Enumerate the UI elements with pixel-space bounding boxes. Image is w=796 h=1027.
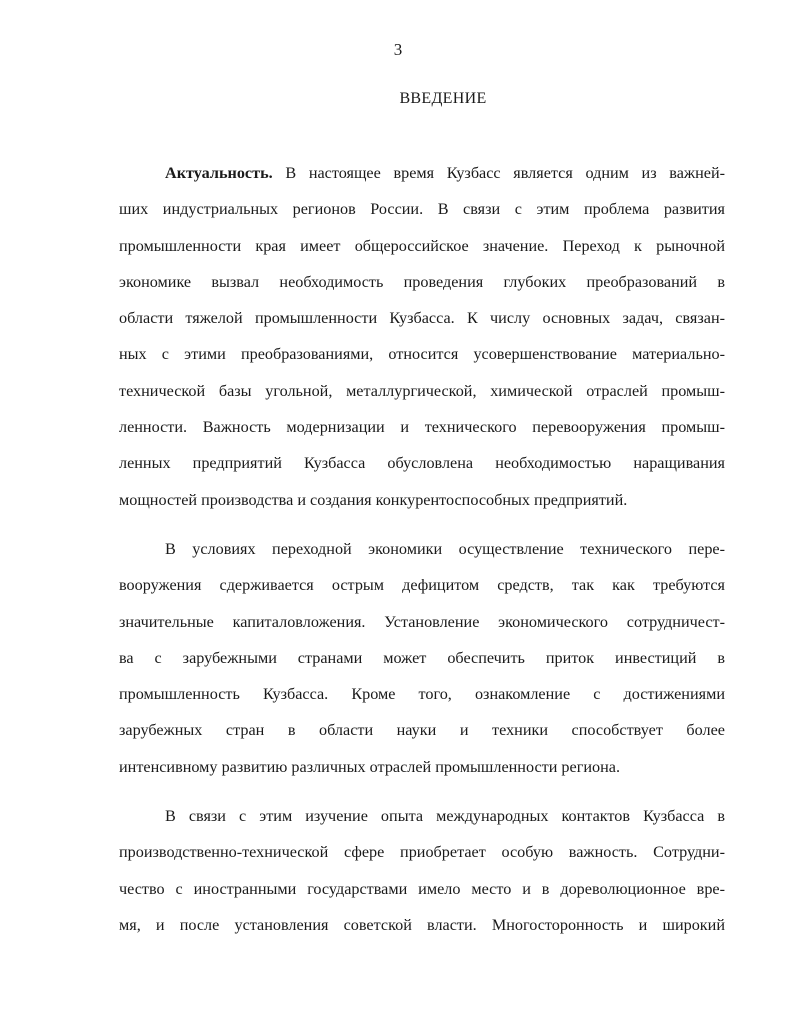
text-line: ных с этими преобразованиями, относится усовершенствование материально-	[119, 345, 725, 364]
section-title: ВВЕДЕНИЕ	[399, 90, 487, 107]
text-line: технической базы угольной, металлургической, химической отраслей промыш-	[119, 381, 725, 400]
text-line: промышленности края имеет общероссийское значение. Переход к рыночной	[119, 236, 725, 255]
text-line: области тяжелой промышленности Кузбасса. К числу основных задач, связан-	[119, 309, 725, 328]
text-line: ших индустриальных регионов России. В связи с этим проблема развития	[119, 200, 725, 219]
text-line: экономике вызвал необходимость проведения глубоких преобразований в	[119, 272, 725, 291]
text-line: мя, и после установления советской власти. Многосторонность и широкий	[119, 915, 725, 934]
text-line: В связи с этим изучение опыта международных контактов Кузбасса в	[165, 807, 725, 826]
body-text	[119, 155, 725, 943]
text-line: интенсивному развитию различных отраслей промышленности региона.	[119, 757, 620, 776]
text-line: мощностей производства и создания конкурентоспособных предприятий.	[119, 490, 628, 509]
text-line: В условиях переходной экономики осуществление технического пере-	[165, 539, 725, 558]
text-line: промышленность Кузбасса. Кроме того, ознакомление с достижениями	[119, 685, 725, 704]
text-line: вооружения сдерживается острым дефицитом средств, так как требуются	[119, 576, 725, 595]
lead-term: Актуальность.	[165, 164, 273, 182]
text-line: Актуальность. В настоящее время Кузбасс является одним из важней-	[165, 164, 725, 182]
text-line: ленности. Важность модернизации и технического перевооружения промыш-	[119, 418, 725, 437]
page-number: 3	[393, 40, 403, 59]
text-line: зарубежных стран в области науки и техники способствует более	[119, 721, 725, 740]
text-line: ленных предприятий Кузбасса обусловлена необходимостью наращивания	[119, 454, 725, 473]
text-line: ва с зарубежными странами может обеспечить приток инвестиций в	[119, 648, 725, 667]
text-line: значительные капиталовложения. Установление экономического сотрудничест-	[119, 612, 725, 631]
text-line: чество с иностранными государствами имело место и в дореволюционное вре-	[119, 879, 725, 898]
text-line: производственно-технической сфере приобретает особую важность. Сотрудни-	[119, 843, 725, 862]
